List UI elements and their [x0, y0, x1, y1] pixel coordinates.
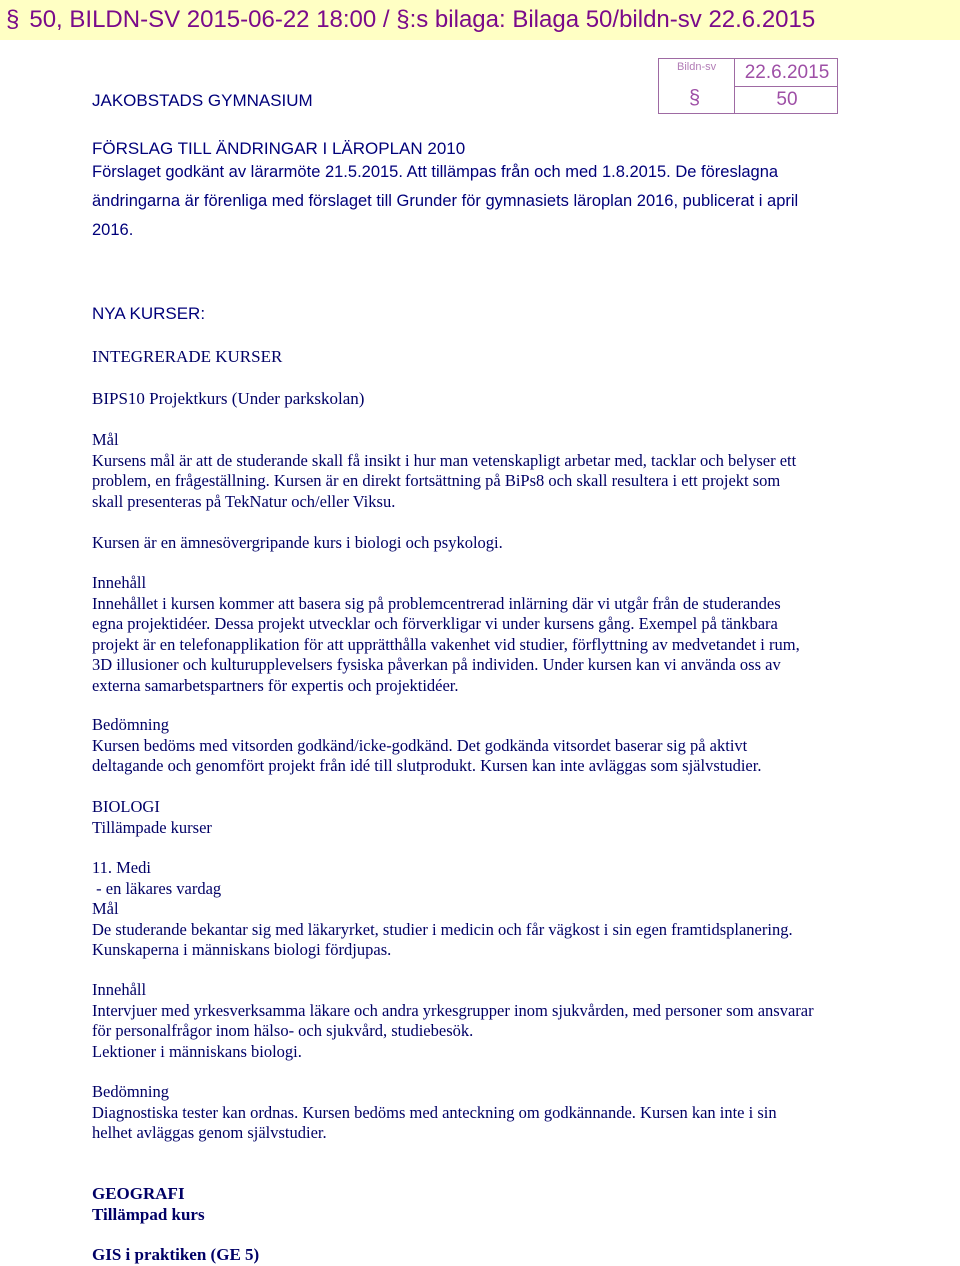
subject-subheading: Tillämpade kurser: [92, 817, 212, 837]
text-line: helhet avläggas genom självstudier.: [92, 1123, 327, 1142]
course-goals: [92, 430, 796, 512]
text-line: Diagnostiska tester kan ordnas. Kursen bedöms med anteckning om godkännande. Kursen kan inte i sin: [92, 1102, 777, 1122]
text-line: externa samarbetspartners för expertis och projektidéer.: [92, 675, 459, 695]
stamp-label: Bildn-sv: [677, 61, 717, 73]
text-line: Kunskaperna i människans biologi fördjupas.: [92, 940, 392, 959]
section-label: Mål: [92, 430, 119, 449]
biology-assessment: [92, 1082, 777, 1144]
new-courses-heading: NYA KURSER:: [92, 304, 206, 323]
subject-subheading: Tillämpad kurs: [92, 1204, 205, 1224]
registry-stamp: [658, 58, 838, 114]
school-name: JAKOBSTADS GYMNASIUM: [92, 91, 313, 110]
integrated-heading: INTEGRERADE KURSER: [92, 347, 283, 366]
section-icon: §: [6, 6, 20, 33]
text-line: för personalfrågor inom hälso- och sjukvård, studiebesök.: [92, 1021, 474, 1040]
intro-line: ändringarna är förenliga med förslaget till Grunder för gymnasiets läroplan 2016, publicerat i april: [92, 192, 799, 210]
section-label: Bedömning: [92, 715, 169, 734]
subject-heading: BIOLOGI: [92, 797, 160, 816]
intro-line: Förslaget godkänt av lärarmöte 21.5.2015. Att tillämpas från och med 1.8.2015. De föreslagna: [92, 163, 779, 181]
intro-line: 2016.: [92, 221, 134, 239]
proposal-title: FÖRSLAG TILL ÄNDRINGAR I LÄROPLAN 2010: [92, 139, 466, 158]
header-title: 50, BILDN-SV 2015-06-22 18:00 / §:s bilaga: Bilaga 50/bildn-sv 22.6.2015: [29, 6, 816, 33]
text-line: Kursen bedöms med vitsorden godkänd/icke-godkänd. Det godkända vitsordet baserar sig på aktivt: [92, 735, 748, 755]
biology-content: [92, 980, 814, 1062]
course-title: 11. Medi: [92, 858, 151, 877]
text-line: De studerande bekantar sig med läkaryrket, studier i medicin och får vägkost i sin egen framtidsplanering.: [92, 919, 793, 939]
course-assessment: [92, 715, 761, 777]
text-line: deltagande och genomfört projekt från idé till slutprodukt. Kursen kan inte avläggas som självstudier.: [92, 756, 762, 775]
course-content: [92, 573, 800, 696]
geography-course-title: GIS i praktiken (GE 5): [92, 1245, 260, 1264]
text-line: egna projektidéer. Dessa projekt utvecklar och förverkligar vi under kursens gång. Exempel på tänkbara: [92, 614, 778, 633]
text-line: problem, en frågeställning. Kursen är en direkt fortsättning på BiPs8 och skall resultera i ett projekt som: [92, 471, 781, 490]
text-line: skall presenteras på TekNatur och/eller Viksu.: [92, 491, 396, 511]
stamp-number: 50: [776, 89, 798, 110]
text-line: 3D illusioner och kulturupplevelsers fysiska påverkan på individen. Under kursen kan vi använda oss av: [92, 655, 781, 674]
text-line: Innehållet i kursen kommer att basera sig på problemcentrerad inlärning där vi utgår från de studerandes: [92, 593, 781, 613]
text-line: Intervjuer med yrkesverksamma läkare och andra yrkesgrupper inom sjukvården, med personer som ansvarar: [92, 1000, 814, 1020]
subject-heading: GEOGRAFI: [92, 1184, 185, 1203]
biology-course: [92, 858, 793, 961]
stamp-divider: [734, 86, 837, 87]
biology-section: [92, 797, 212, 838]
section-label: Mål: [92, 899, 119, 918]
cross-subject-note: Kursen är en ämnesövergripande kurs i biologi och psykologi.: [92, 533, 503, 552]
section-icon: §: [689, 87, 701, 109]
section-label: Innehåll: [92, 980, 147, 999]
course-title: BIPS10 Projektkurs (Under parkskolan): [92, 389, 365, 408]
stamp-date: 22.6.2015: [744, 62, 830, 83]
course-subtitle: - en läkares vardag: [92, 878, 222, 898]
geography-section: [92, 1184, 205, 1225]
text-line: Kursens mål är att de studerande skall få insikt i hur man vetenskapligt arbetar med, tacklar och belyser ett: [92, 450, 797, 470]
intro-paragraph: [92, 158, 798, 245]
header-bar: [0, 0, 960, 40]
text-line: projekt är en telefonapplikation för att upprätthålla vakenhet vid studier, förflyttning av medvetandet i rum,: [92, 634, 800, 654]
text-line: Lektioner i människans biologi.: [92, 1041, 302, 1061]
section-label: Innehåll: [92, 573, 147, 592]
section-label: Bedömning: [92, 1082, 169, 1101]
